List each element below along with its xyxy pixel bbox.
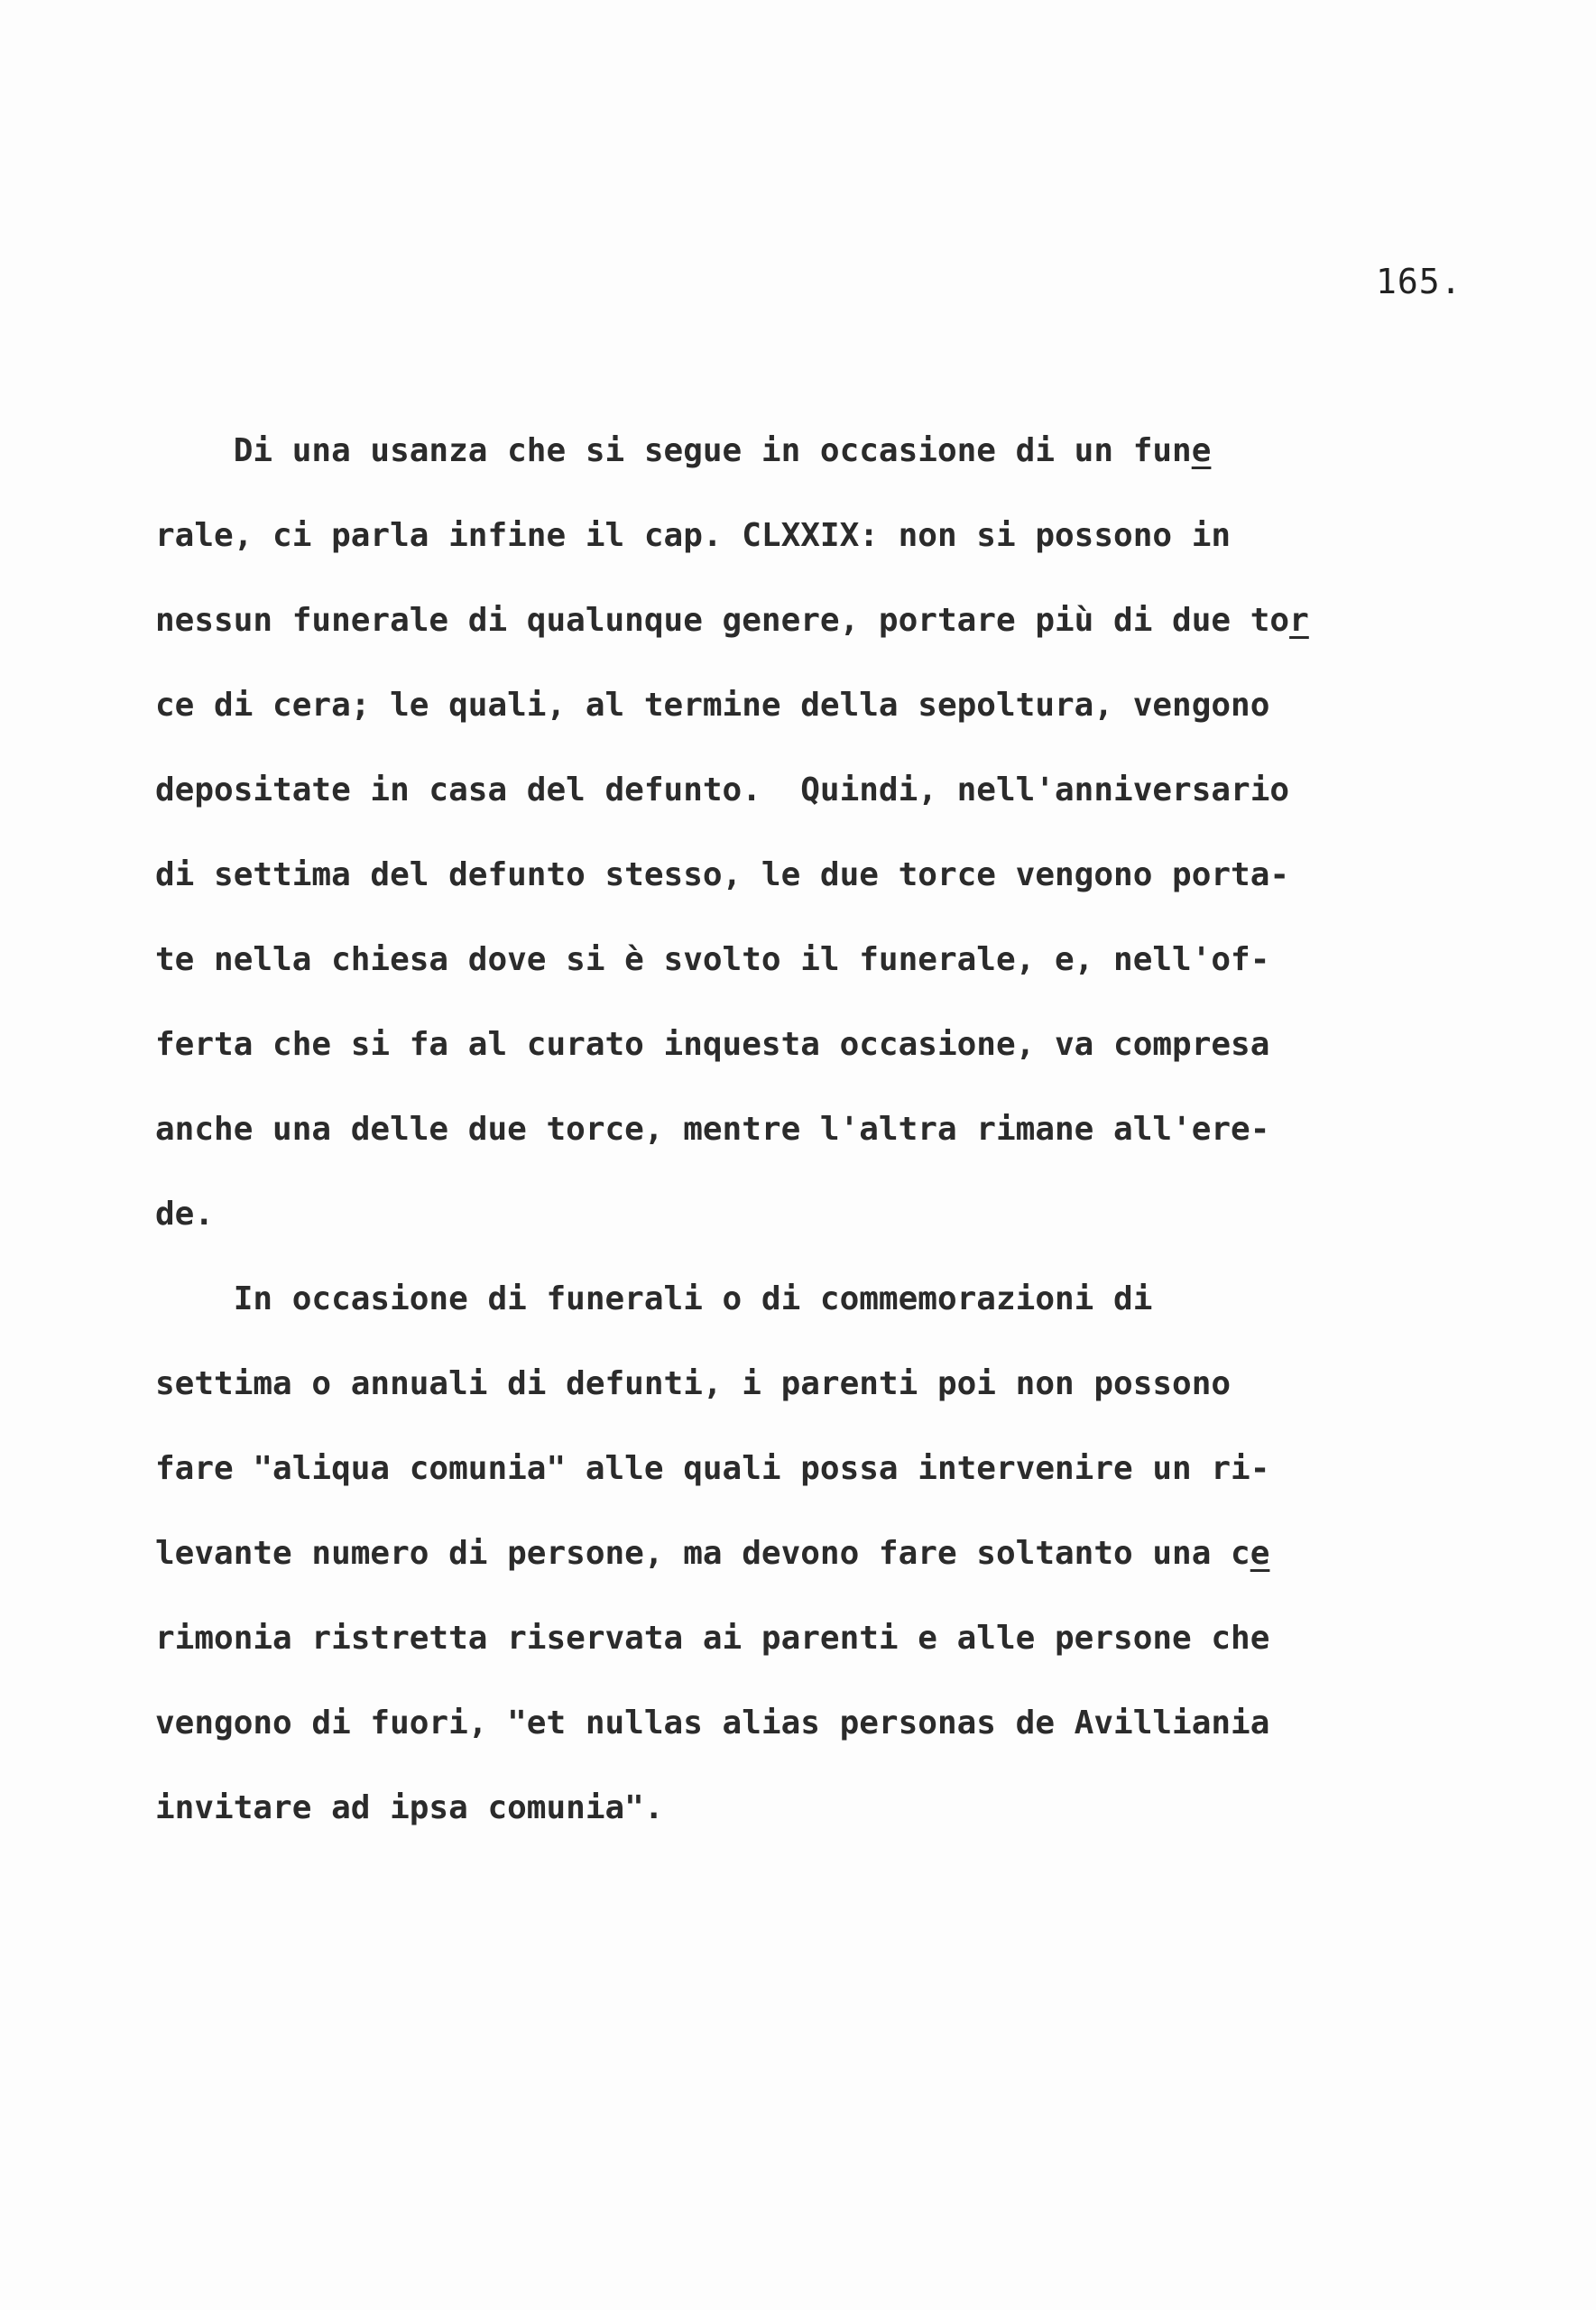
line-text: Di una usanza che si segue in occasione di un fun	[155, 432, 1192, 469]
text-line: di settima del defunto stesso, le due torce vengono porta-	[155, 856, 1290, 893]
page-number: 165.	[1376, 262, 1462, 301]
text-line	[155, 594, 1454, 679]
text-line	[155, 424, 1454, 509]
text-line: te nella chiesa dove si è svolto il funerale, e, nell'of-	[155, 941, 1270, 978]
paragraph-1	[155, 424, 1454, 1272]
text-line: fare "aliqua comunia" alle quali possa intervenire un ri-	[155, 1450, 1270, 1487]
text-line: vengono di fuori, "et nullas alias personas de Avilliania	[155, 1705, 1270, 1742]
line-text: nessun funerale di qualunque genere, portare più di due to	[155, 602, 1290, 639]
text-line: rimonia ristretta riservata ai parenti e alle persone che	[155, 1620, 1270, 1657]
text-line: invitare ad ipsa comunia".	[155, 1789, 664, 1826]
text-line: depositate in casa del defunto. Quindi, nell'anniversario	[155, 772, 1290, 808]
underlined-letter: e	[1250, 1535, 1270, 1572]
line-text: levante numero di persone, ma devono fare soltanto una c	[155, 1535, 1250, 1572]
underlined-letter: r	[1289, 602, 1309, 639]
text-line: settima o annuali di defunti, i parenti poi non possono	[155, 1365, 1232, 1402]
text-line: de.	[155, 1196, 215, 1233]
text-line: rale, ci parla infine il cap. CLXXIX: non si possono in	[155, 517, 1232, 554]
text-line: ce di cera; le quali, al termine della sepoltura, vengono	[155, 687, 1270, 724]
text-line	[155, 1527, 1454, 1612]
text-line: ferta che si fa al curato inquesta occasione, va compresa	[155, 1026, 1270, 1063]
underlined-letter: e	[1191, 432, 1212, 469]
text-line: anche una delle due torce, mentre l'altra rimane all'ere-	[155, 1111, 1270, 1148]
text-line: In occasione di funerali o di commemorazioni di	[155, 1280, 1153, 1317]
paragraph-2	[155, 1272, 1454, 1866]
